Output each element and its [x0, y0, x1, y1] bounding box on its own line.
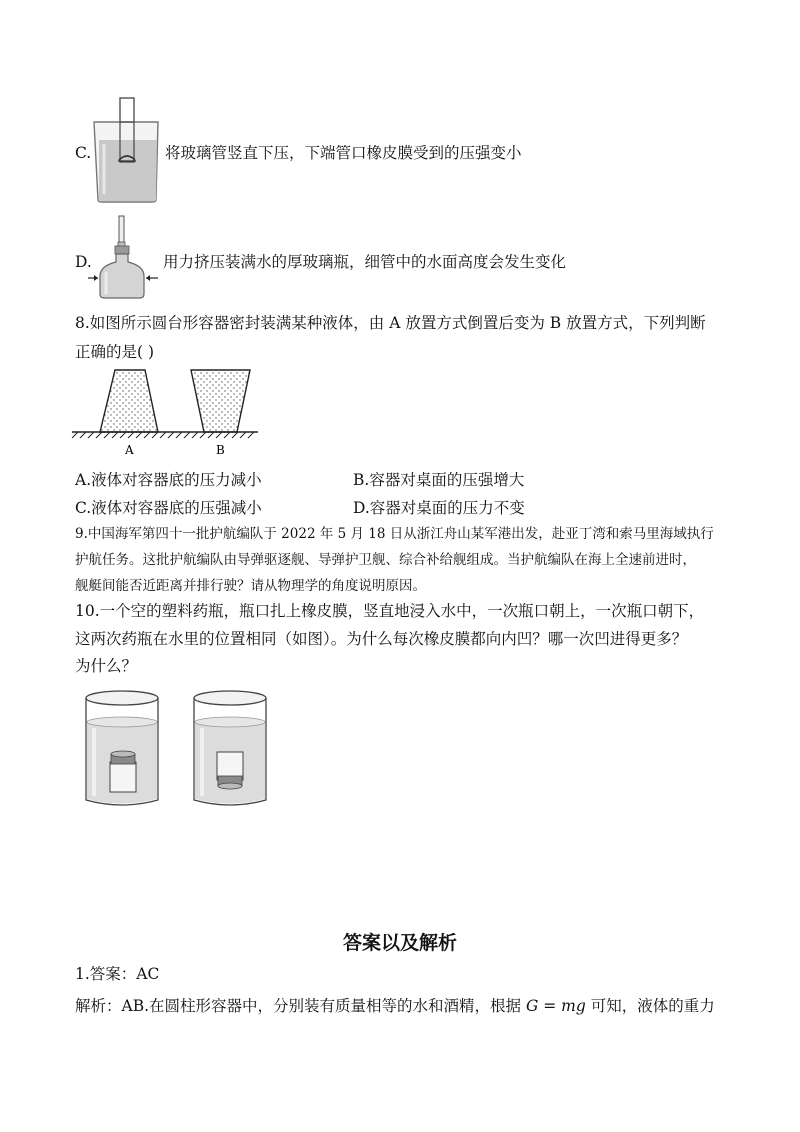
option-c-label: C.	[75, 144, 92, 162]
beaker-tube-figure	[92, 96, 164, 204]
q8-option-d: D.容器对桌面的压力不变	[353, 499, 525, 517]
option-c-text: 将玻璃管竖直下压，下端管口橡皮膜受到的压强变小	[165, 144, 522, 162]
option-d-label: D.	[75, 253, 92, 271]
analysis-prefix: 解析：AB.在圆柱形容器中，分别装有质量相等的水和酒精，根据	[75, 997, 522, 1015]
figure-label-a: A	[125, 443, 134, 457]
q9-line2: 护航任务。这批护航编队由导弹驱逐舰、导弹护卫舰、综合补给舰组成。当护航编队在海上全速前进时，	[75, 552, 696, 568]
q8-stem-line2: 正确的是( )	[75, 343, 155, 361]
answers-title: 答案以及解析	[342, 932, 457, 954]
q8-option-c: C.液体对容器底的压强减小	[75, 499, 262, 517]
analysis-suffix: 可知，液体的重力	[590, 997, 715, 1015]
q8-stem-line1: 8.如图所示圆台形容器密封装满某种液体，由 A 放置方式倒置后变为 B 放置方式，下列判断	[75, 314, 706, 332]
option-d-text: 用力挤压装满水的厚玻璃瓶，细管中的水面高度会发生变化	[163, 253, 567, 271]
q9-line1: 9.中国海军第四十一批护航编队于 2022 年 5 月 18 日从浙江舟山某军港出发，赴亚丁湾和索马里海域执行	[75, 526, 714, 542]
answer-1-analysis	[75, 996, 715, 1016]
answer-1-label: 1.答案：AC	[75, 965, 160, 983]
q10-line2: 这两次药瓶在水里的位置相同（如图）。为什么每次橡皮膜都向内凹？哪一次凹进得更多？	[75, 630, 688, 648]
submerged-bottles-figure	[80, 688, 280, 810]
figure-label-b: B	[216, 443, 225, 457]
squeezed-bottle-figure	[88, 214, 164, 304]
formula-g-mg: G = mg	[525, 997, 586, 1015]
q8-option-a: A.液体对容器底的压力减小	[75, 471, 262, 489]
q10-line3: 为什么？	[75, 657, 138, 675]
q10-line1: 10.一个空的塑料药瓶，瓶口扎上橡皮膜，竖直地浸入水中，一次瓶口朝上，一次瓶口朝下，	[75, 602, 705, 620]
q8-option-b: B.容器对桌面的压强增大	[353, 471, 525, 489]
frustum-containers-figure	[70, 368, 260, 460]
q9-line3: 舰艇间能否近距离并排行驶？请从物理学的角度说明原因。	[75, 578, 426, 594]
